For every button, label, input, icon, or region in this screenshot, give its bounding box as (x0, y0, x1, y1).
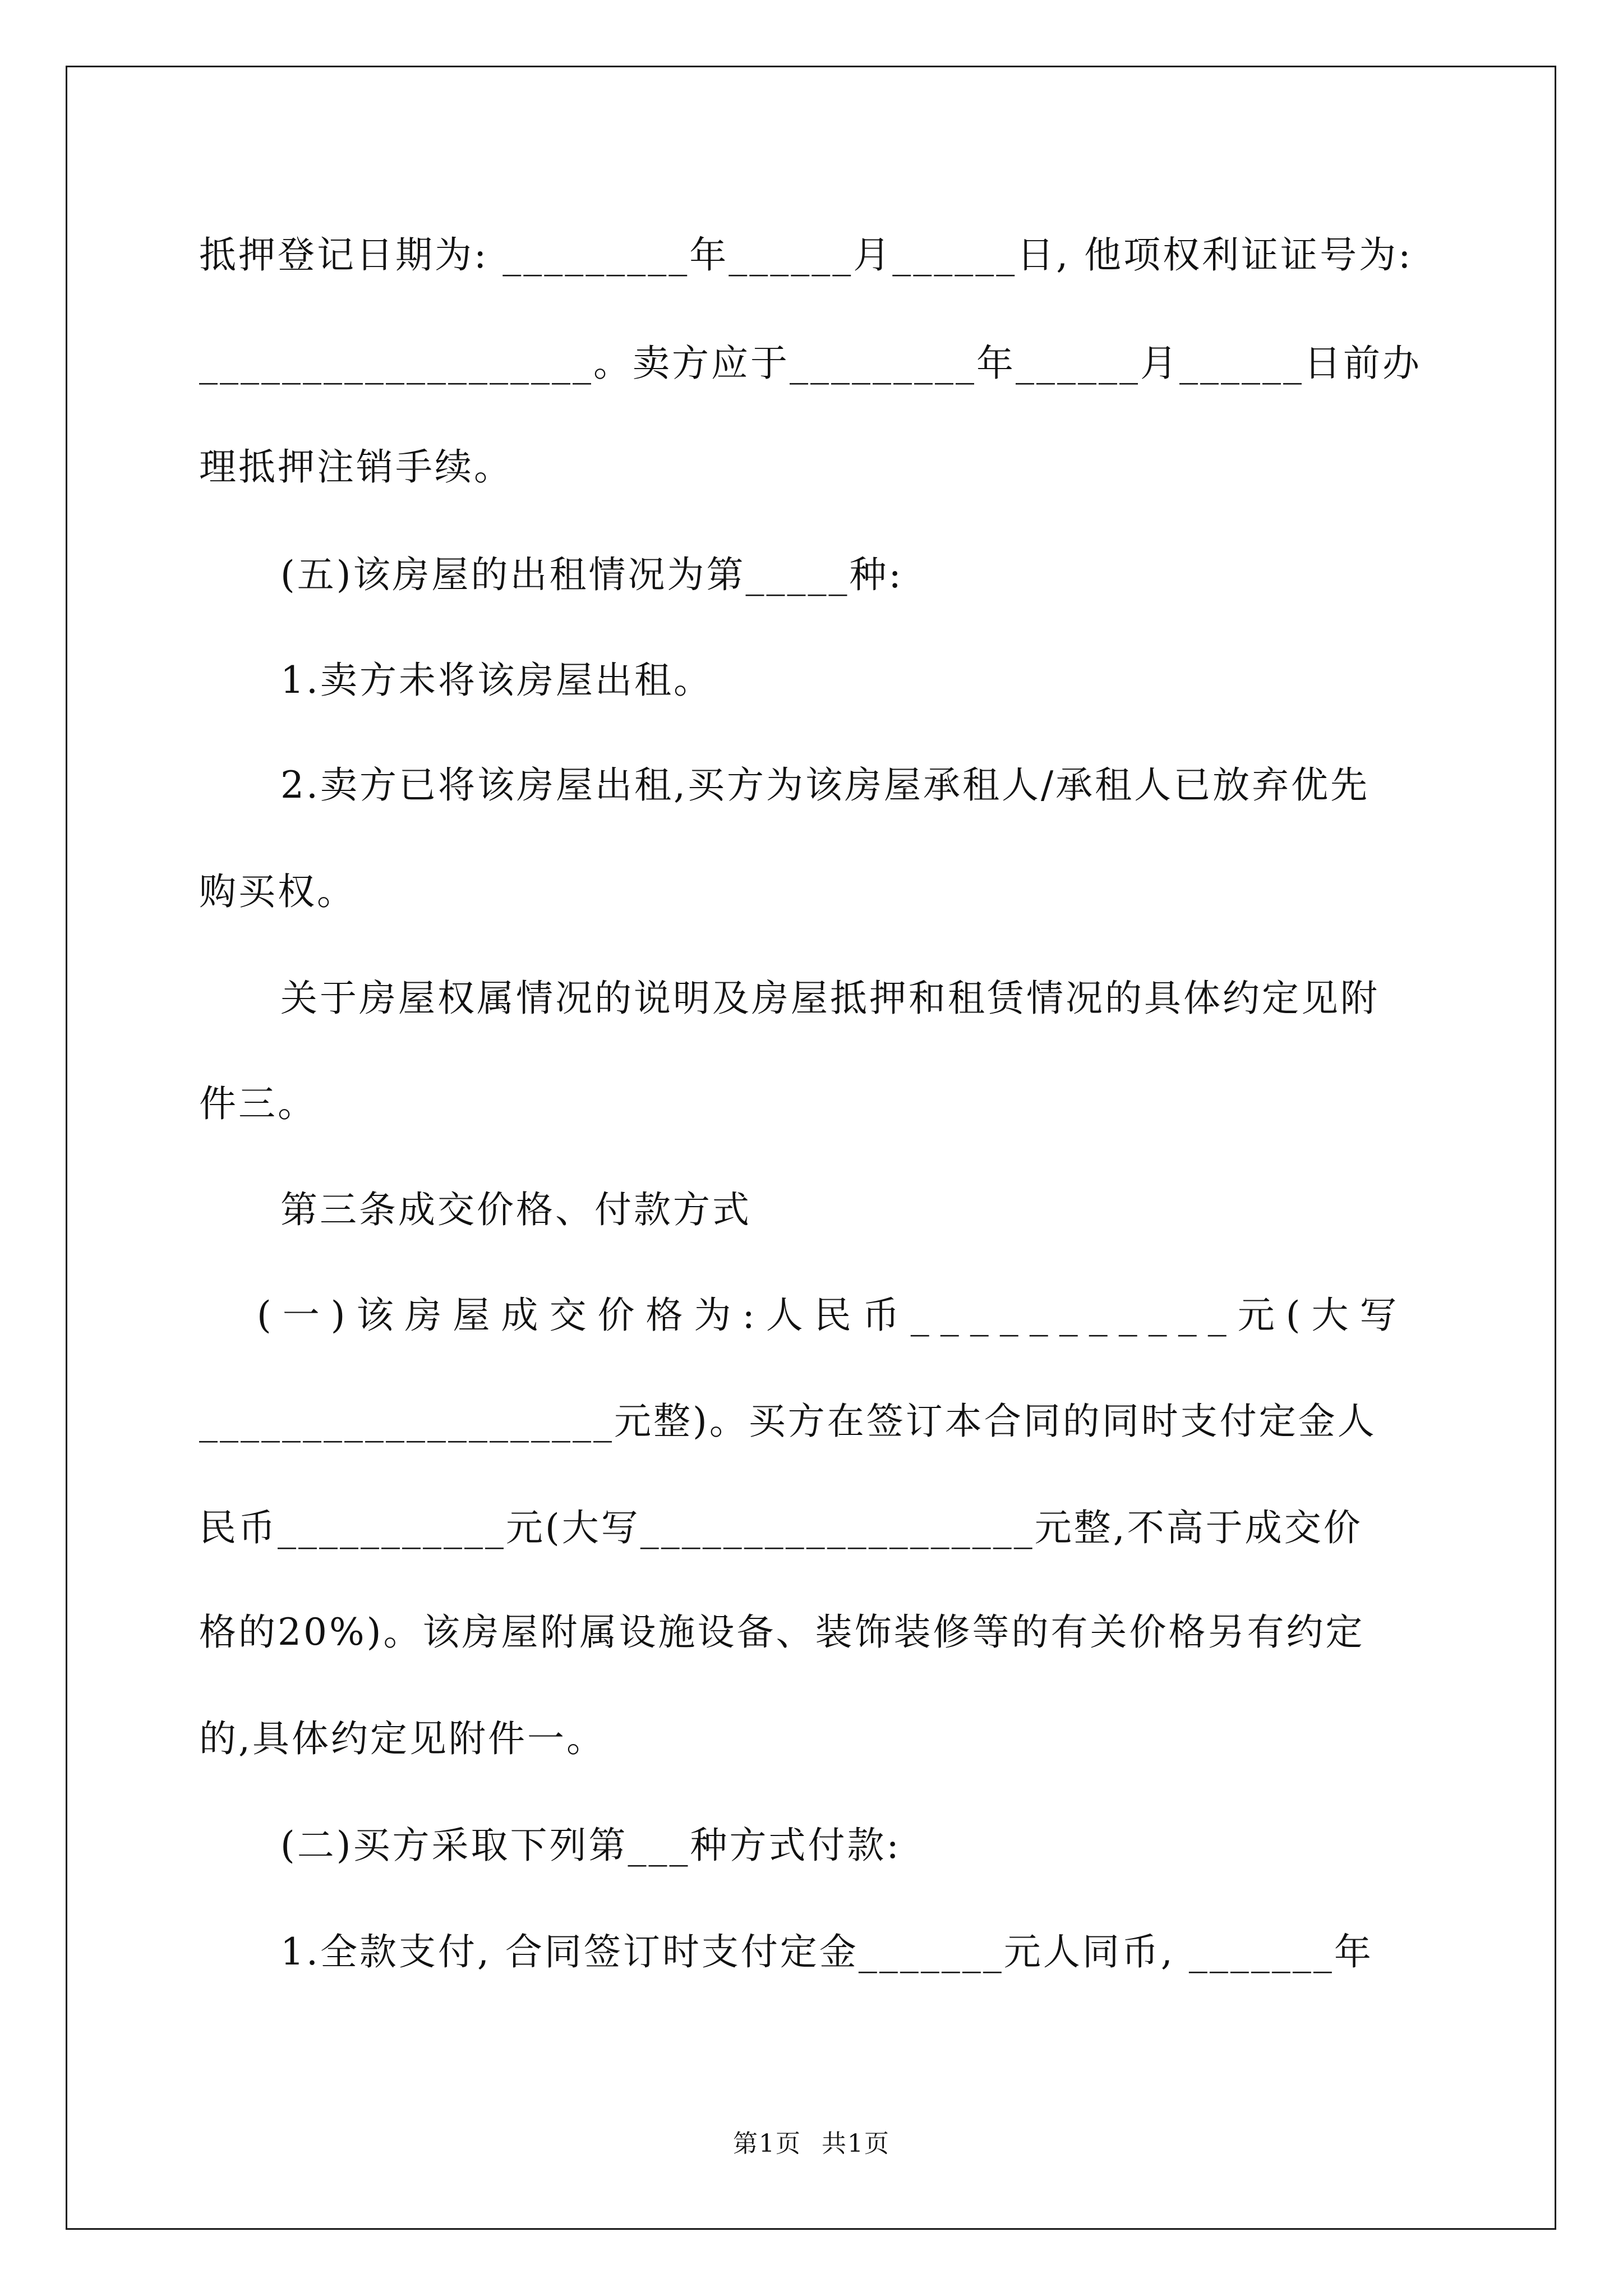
text-line-7: 购买权。 (199, 870, 356, 913)
text-line-12: ____________________元整)。买方在签订本合同的同时支付定金人 (199, 1400, 1377, 1443)
text-line-13: 民币___________元(大写___________________元整,不高于成交价 (199, 1506, 1363, 1549)
text-line-9: 件三。 (199, 1082, 317, 1125)
text-line-5: 1.卖方未将该房屋出租。 (280, 659, 713, 702)
text-line-3: 理抵押注销手续。 (199, 445, 513, 489)
text-line-1: 抵押登记日期为: _________年______月______日, 他项权利证证号为: (199, 233, 1413, 277)
text-line-4: (五)该房屋的出租情况为第_____种: (280, 553, 903, 596)
page-border (66, 66, 1556, 2230)
text-line-11: (一)该房屋成交价格为:人民币___________元(大写 (257, 1294, 1408, 1337)
text-line-15: 的,具体约定见附件一。 (199, 1717, 606, 1760)
text-line-2: ___________________。卖方应于_________年______月______日前办 (199, 342, 1422, 385)
text-line-14: 格的20%)。该房屋附属设施设备、装饰装修等的有关价格另有约定 (199, 1611, 1365, 1654)
page-footer (0, 2127, 1623, 2161)
text-line-10: 第三条成交价格、付款方式 (280, 1188, 751, 1231)
page-number-current: 第1页 (733, 2129, 801, 2158)
text-line-6: 2.卖方已将该房屋出租,买方为该房屋承租人/承租人已放弃优先 (280, 763, 1370, 807)
text-line-17: 1.全款支付, 合同签订时支付定金_______元人同币, _______年 (280, 1930, 1373, 1973)
text-line-8: 关于房屋权属情况的说明及房屋抵押和租赁情况的具体约定见附 (280, 977, 1380, 1020)
text-line-16: (二)买方采取下列第___种方式付款: (280, 1824, 901, 1867)
page-number-total: 共1页 (822, 2129, 890, 2158)
